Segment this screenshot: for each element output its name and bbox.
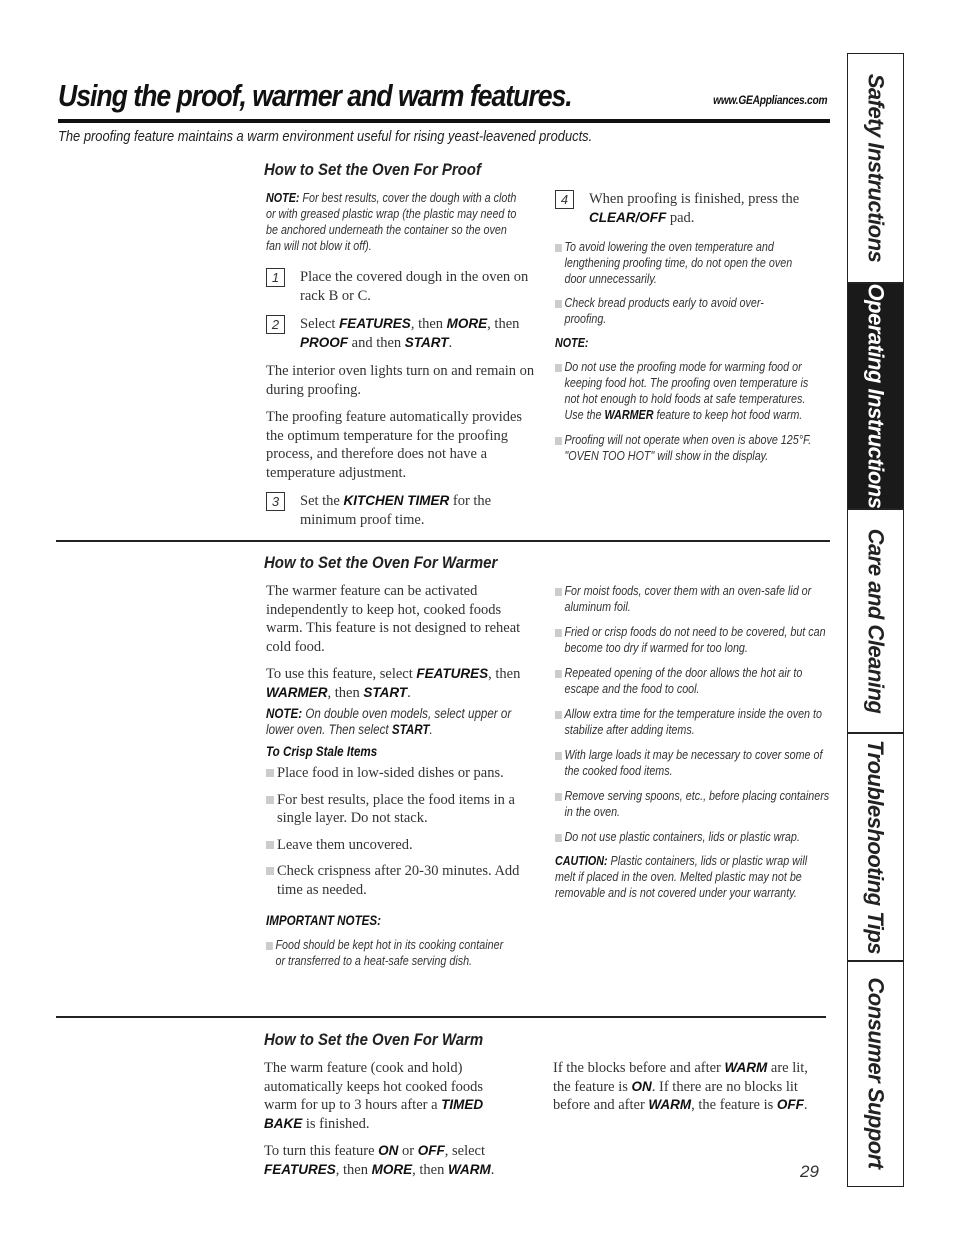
section-divider-1: [56, 540, 830, 542]
warmer-tip: Allow extra time for the temperature inside the oven to stabilize after adding items.: [555, 706, 835, 738]
proof-note2-label: NOTE:: [555, 336, 589, 350]
warm-right-column: [553, 1059, 828, 1115]
proof-left-column: [266, 190, 576, 529]
warmer-left-column: [266, 582, 546, 969]
title-rule: [58, 119, 830, 123]
warmer-tip: With large loads it may be necessary to cover some of the cooked food items.: [555, 747, 835, 779]
warmer-tip: For moist foods, cover them with an oven-safe lid or aluminum foil.: [555, 583, 835, 615]
proof-right-column: [555, 190, 830, 464]
proof-note: NOTE: For best results, cover the dough with a cloth or with greased plastic wrap (the plastic may need to be anchored underneath the container so the oven fan will not blow it off).: [266, 191, 517, 253]
tab-care-and-cleaning[interactable]: Care and Cleaning: [863, 528, 889, 714]
warmer-tip: Fried or crisp foods do not need to be covered, but can become too dry if warmed for too long.: [555, 624, 835, 656]
section-divider-2: [56, 1016, 826, 1018]
warm-left-column: [264, 1059, 519, 1179]
warmer-tip: Do not use plastic containers, lids or plastic wrap.: [555, 829, 822, 845]
warmer-note: NOTE: On double oven models, select upper or lower oven. Then select START.: [266, 706, 512, 737]
important-note-item: Food should be kept hot in its cooking container or transferred to a heat-safe serving dish.: [266, 937, 503, 969]
warmer-para-intro: The warmer feature can be activated independently to keep hot, cooked foods warm. This feature is not designed to reheat cold food.: [266, 583, 521, 655]
crisp-item: Place food in low-sided dishes or pans.: [266, 764, 542, 783]
proof-bullet-door: To avoid lowering the oven temperature and lengthening proofing time, do not open the oven door unnecessarily.: [555, 239, 797, 287]
proof-bullet-early: Check bread products early to avoid over-proofing.: [555, 295, 797, 327]
proof-step-2: 2 Select FEATURES, then MORE, then PROOF and then START.: [266, 315, 540, 352]
step-number-2: 2: [266, 315, 285, 334]
proof-bullet-warming: Do not use the proofing mode for warming food or keeping food hot. The proofing oven temperature is not hot enough to hold foods at safe temperatures. Use the WARMER feature to keep hot food warm.: [555, 359, 822, 423]
warm-heading: How to Set the Oven For Warm: [264, 1030, 484, 1049]
warmer-tip: Remove serving spoons, etc., before placing containers in the oven.: [555, 788, 835, 820]
crisp-heading: To Crisp Stale Items: [266, 744, 378, 759]
important-notes-heading: IMPORTANT NOTES:: [266, 913, 382, 928]
page-title: Using the proof, warmer and warm features.: [58, 78, 572, 113]
section-tabs: [847, 53, 904, 1187]
page-number: 29: [800, 1162, 819, 1181]
tab-troubleshooting-tips[interactable]: Troubleshooting Tips: [863, 739, 889, 955]
warmer-heading: How to Set the Oven For Warmer: [264, 553, 498, 572]
step-number-3: 3: [266, 492, 285, 511]
website-url[interactable]: www.GEAppliances.com: [712, 93, 827, 107]
crisp-item: For best results, place the food items in a single layer. Do not stack.: [266, 791, 542, 828]
tab-consumer-support[interactable]: Consumer Support: [863, 977, 889, 1169]
crisp-item: Check crispness after 20-30 minutes. Add time as needed.: [266, 862, 532, 899]
warm-para-blocks: If the blocks before and after WARM are lit, the feature is ON. If there are no blocks lit before and after WARM, the feature is OFF.: [553, 1060, 808, 1113]
proof-step-3: 3 Set the KITCHEN TIMER for the minimum proof time.: [266, 492, 540, 529]
proof-para-lights: The interior oven lights turn on and remain on during proofing.: [266, 363, 535, 398]
proof-bullet-too-hot: Proofing will not operate when oven is above 125°F. "OVEN TOO HOT" will show in the display.: [555, 432, 822, 464]
warmer-right-column: [555, 583, 830, 901]
tab-safety-instructions[interactable]: Safety Instructions: [863, 73, 889, 263]
warm-para-toggle: To turn this feature ON or OFF, select FEATURES, then MORE, then WARM.: [264, 1143, 495, 1178]
proof-step-1: 1 Place the covered dough in the oven on rack B or C.: [266, 268, 540, 305]
tab-operating-instructions[interactable]: Operating Instructions: [848, 284, 903, 508]
warmer-para-use: To use this feature, select FEATURES, then WARMER, then START.: [266, 666, 521, 701]
warmer-tip: Repeated opening of the door allows the hot air to escape and the food to cool.: [555, 665, 822, 697]
proof-heading: How to Set the Oven For Proof: [264, 160, 481, 179]
caution-text: CAUTION: Plastic containers, lids or plastic wrap will melt if placed in the oven. Melted plastic may not be removable and is not covered under your warranty.: [555, 854, 808, 900]
proof-step-4: 4 When proofing is finished, press the CLEAR/OFF pad.: [555, 190, 839, 227]
proof-para-automatic: The proofing feature automatically provides the optimum temperature for the proofing process, and therefore does not have a temperature adjustment.: [266, 409, 523, 481]
intro-text: The proofing feature maintains a warm environment useful for rising yeast-leavened products.: [58, 128, 593, 145]
warm-para-intro: The warm feature (cook and hold) automatically keeps hot cooked foods warm for up to 3 hours after a TIMED BAKE is finished.: [264, 1060, 484, 1132]
crisp-item: Leave them uncovered.: [266, 836, 542, 855]
step-number-1: 1: [266, 268, 285, 287]
step-number-4: 4: [555, 190, 574, 209]
